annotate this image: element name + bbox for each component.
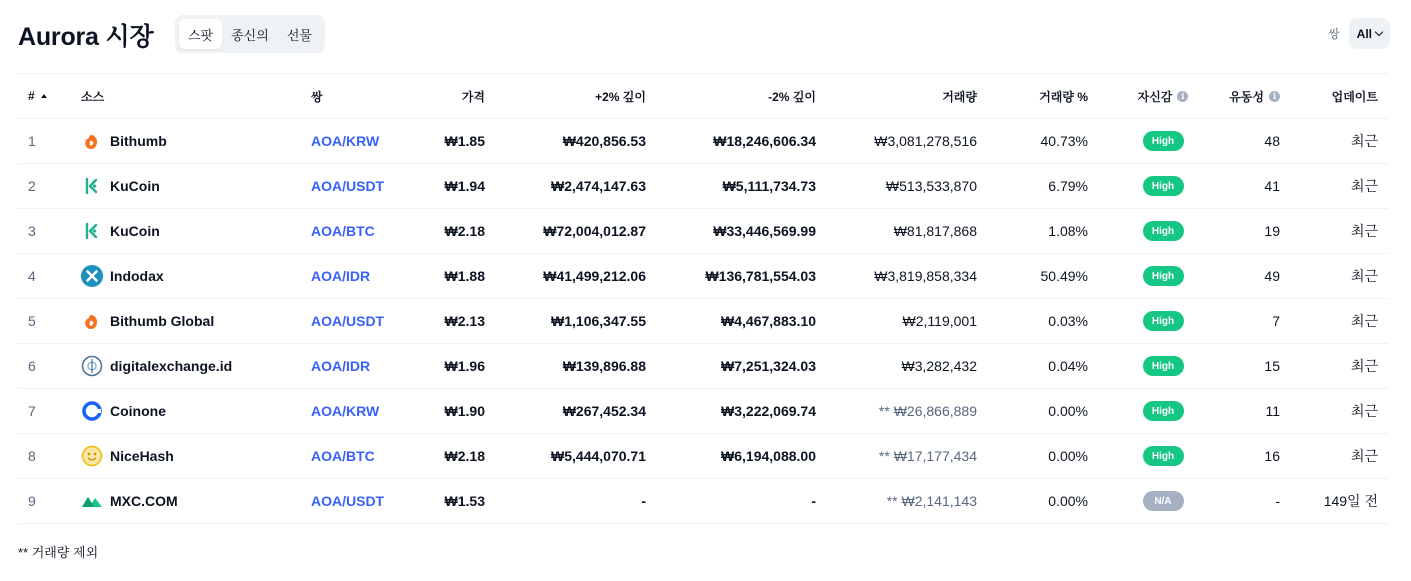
table-row: [18, 434, 1388, 479]
table-row: [18, 254, 1388, 299]
col-pair-header[interactable]: 쌍: [311, 89, 323, 104]
confidence-cell: [1117, 119, 1209, 163]
depth-minus-cell: ₩4,467,883.10: [721, 313, 816, 329]
info-icon[interactable]: i: [1177, 91, 1188, 102]
confidence-badge: High: [1143, 266, 1184, 286]
volume-pct-cell: 0.00%: [1048, 403, 1088, 419]
exchange-source[interactable]: [81, 389, 301, 433]
rank-cell: 3: [28, 223, 36, 239]
rank-cell: 9: [28, 493, 36, 509]
liquidity-cell: 15: [1264, 358, 1280, 374]
info-icon[interactable]: i: [1269, 91, 1280, 102]
col-liquidity-header[interactable]: 유동성 i: [1208, 74, 1280, 118]
pair-link[interactable]: AOA/BTC: [311, 448, 375, 464]
pair-link[interactable]: AOA/USDT: [311, 313, 385, 329]
exchange-name: MXC.COM: [110, 493, 178, 509]
confidence-cell: [1117, 164, 1209, 208]
volume-cell: ** ₩26,866,889: [878, 403, 977, 419]
pair-filter-value: All: [1356, 26, 1372, 41]
kucoin-logo-icon: [81, 220, 103, 242]
confidence-cell: [1117, 344, 1209, 388]
liquidity-cell: -: [1275, 493, 1280, 509]
price-cell: ₩2.18: [444, 223, 485, 239]
exchange-name: KuCoin: [110, 178, 160, 194]
updated-cell: 최근: [1350, 448, 1378, 464]
depth-plus-cell: ₩420,856.53: [562, 133, 646, 149]
confidence-cell: [1117, 299, 1209, 343]
price-cell: ₩2.13: [444, 313, 485, 329]
updated-cell: 149일 전: [1323, 493, 1378, 509]
table-row: [18, 119, 1388, 164]
updated-cell: 최근: [1350, 178, 1378, 194]
confidence-badge: High: [1143, 446, 1184, 466]
volume-cell: ** ₩2,141,143: [886, 493, 977, 509]
updated-cell: 최근: [1350, 268, 1378, 284]
liquidity-cell: 11: [1265, 403, 1280, 419]
tab-spot[interactable]: 스팟: [179, 19, 222, 49]
depth-minus-cell: ₩6,194,088.00: [721, 448, 816, 464]
sort-ascending-icon: [41, 94, 47, 98]
table-row: [18, 389, 1388, 434]
exchange-source[interactable]: [81, 164, 301, 208]
volume-pct-cell: 50.49%: [1040, 268, 1088, 284]
depth-plus-cell: ₩1,106,347.55: [551, 313, 646, 329]
market-type-tabs: [175, 15, 325, 53]
pair-link[interactable]: AOA/USDT: [311, 493, 385, 509]
page-title: Aurora 시장: [18, 23, 154, 51]
rank-cell: 7: [28, 403, 36, 419]
confidence-badge: High: [1143, 356, 1184, 376]
pair-link[interactable]: AOA/USDT: [311, 178, 385, 194]
rank-cell: 8: [28, 448, 36, 464]
col-source-header[interactable]: 소스: [81, 89, 105, 104]
liquidity-cell: 19: [1264, 223, 1280, 239]
kucoin-logo-icon: [81, 175, 103, 197]
exchange-source[interactable]: [81, 209, 301, 253]
pair-link[interactable]: AOA/IDR: [311, 358, 371, 374]
rank-cell: 4: [28, 268, 36, 284]
exchange-name: Indodax: [110, 268, 164, 284]
col-volume-pct-header[interactable]: 거래량 %: [1039, 89, 1088, 104]
rank-cell: 2: [28, 178, 36, 194]
volume-pct-cell: 0.03%: [1048, 313, 1088, 329]
exchange-name: KuCoin: [110, 223, 160, 239]
markets-table: [18, 73, 1388, 524]
liquidity-cell: 7: [1272, 313, 1280, 329]
depth-plus-cell: ₩267,452.34: [562, 403, 646, 419]
rank-cell: 1: [28, 133, 36, 149]
col-volume-header[interactable]: 거래량: [942, 89, 977, 104]
depth-plus-cell: ₩41,499,212.06: [543, 268, 646, 284]
chevron-down-icon: [1375, 28, 1383, 36]
price-cell: ₩2.18: [444, 448, 485, 464]
pair-link[interactable]: AOA/BTC: [311, 223, 375, 239]
updated-cell: 최근: [1350, 403, 1378, 419]
pair-filter-label: 쌍: [1328, 27, 1340, 41]
updated-cell: 최근: [1350, 313, 1378, 329]
liquidity-cell: 41: [1264, 178, 1280, 194]
price-cell: ₩1.53: [444, 493, 485, 509]
volume-pct-cell: 40.73%: [1040, 133, 1088, 149]
volume-pct-cell: 0.00%: [1048, 493, 1088, 509]
confidence-cell: [1117, 434, 1209, 478]
volume-pct-cell: 0.00%: [1048, 448, 1088, 464]
pair-link[interactable]: AOA/KRW: [311, 133, 380, 149]
col-updated-header[interactable]: 업데이트: [1331, 89, 1378, 104]
depth-minus-cell: ₩5,111,734.73: [722, 178, 816, 194]
volume-cell: ** ₩17,177,434: [878, 448, 977, 464]
indodax-logo-icon: [81, 265, 103, 287]
price-cell: ₩1.94: [444, 178, 485, 194]
col-depth-minus-header[interactable]: -2% 깊이: [768, 89, 816, 104]
table-row: [18, 209, 1388, 254]
pair-filter-dropdown[interactable]: [1349, 18, 1390, 49]
exchange-name: Coinone: [110, 403, 166, 419]
volume-cell: ₩3,819,858,334: [874, 268, 977, 284]
bithumb-logo-icon: [81, 310, 103, 332]
price-cell: ₩1.96: [444, 358, 485, 374]
price-cell: ₩1.90: [444, 403, 485, 419]
price-cell: ₩1.88: [444, 268, 485, 284]
liquidity-cell: 16: [1264, 448, 1280, 464]
depth-minus-cell: ₩3,222,069.74: [721, 403, 816, 419]
volume-cell: ₩513,533,870: [885, 178, 977, 194]
volume-excluded-footnote: ** 거래량 제외: [18, 545, 99, 560]
exchange-name: Bithumb: [110, 133, 167, 149]
table-header-row: [18, 74, 1388, 119]
coinone-logo-icon: [81, 400, 103, 422]
confidence-badge: High: [1143, 221, 1184, 241]
confidence-badge: High: [1143, 176, 1184, 196]
depth-minus-cell: ₩7,251,324.03: [721, 358, 816, 374]
col-rank-header[interactable]: #: [28, 74, 68, 118]
depth-minus-cell: ₩18,246,606.34: [713, 133, 816, 149]
depth-plus-cell: ₩2,474,147.63: [551, 178, 646, 194]
mxc-logo-icon: [81, 490, 103, 512]
pair-link[interactable]: AOA/KRW: [311, 403, 380, 419]
volume-pct-cell: 6.79%: [1048, 178, 1088, 194]
confidence-badge: High: [1143, 401, 1184, 421]
liquidity-cell: 48: [1264, 133, 1280, 149]
bithumb-logo-icon: [81, 130, 103, 152]
exchange-name: NiceHash: [110, 448, 174, 464]
col-depth-plus-header[interactable]: +2% 깊이: [595, 89, 646, 104]
confidence-cell: [1117, 254, 1209, 298]
table-row: [18, 299, 1388, 344]
volume-cell: ₩3,081,278,516: [874, 133, 977, 149]
tab-perpetual[interactable]: 종신의: [231, 27, 269, 43]
confidence-cell: [1117, 479, 1209, 523]
volume-pct-cell: 0.04%: [1048, 358, 1088, 374]
volume-cell: ₩81,817,868: [893, 223, 977, 239]
page-header: [18, 14, 1390, 54]
confidence-badge: High: [1143, 131, 1184, 151]
exchange-name: Bithumb Global: [110, 313, 215, 329]
pair-filter: [1328, 18, 1390, 49]
liquidity-cell: 49: [1264, 268, 1280, 284]
nicehash-logo-icon: [81, 445, 103, 467]
volume-pct-cell: 1.08%: [1048, 223, 1088, 239]
exchange-source[interactable]: [81, 254, 301, 298]
table-row: [18, 479, 1388, 524]
depth-minus-cell: ₩33,446,569.99: [713, 223, 816, 239]
digitalexchange-logo-icon: [81, 355, 103, 377]
updated-cell: 최근: [1350, 133, 1378, 149]
col-price-header[interactable]: 가격: [461, 89, 485, 104]
exchange-source[interactable]: [81, 119, 301, 163]
exchange-source[interactable]: [81, 479, 301, 523]
rank-cell: 5: [28, 313, 36, 329]
updated-cell: 최근: [1350, 358, 1378, 374]
depth-minus-cell: -: [811, 493, 816, 509]
volume-cell: ₩2,119,001: [902, 313, 977, 329]
price-cell: ₩1.85: [444, 133, 485, 149]
table-row: [18, 344, 1388, 389]
pair-link[interactable]: AOA/IDR: [311, 268, 371, 284]
confidence-badge: N/A: [1143, 491, 1184, 511]
tab-futures[interactable]: 선물: [286, 27, 312, 43]
volume-cell: ₩3,282,432: [901, 358, 977, 374]
exchange-source[interactable]: [81, 299, 301, 343]
rank-cell: 6: [28, 358, 36, 374]
exchange-source[interactable]: [81, 434, 301, 478]
depth-minus-cell: ₩136,781,554.03: [705, 268, 816, 284]
confidence-badge: High: [1143, 311, 1184, 331]
col-confidence-header[interactable]: 자신감 i: [1117, 74, 1209, 118]
depth-plus-cell: ₩72,004,012.87: [543, 223, 646, 239]
table-row: [18, 164, 1388, 209]
exchange-name: digitalexchange.id: [110, 358, 233, 374]
depth-plus-cell: -: [641, 493, 646, 509]
depth-plus-cell: ₩5,444,070.71: [551, 448, 646, 464]
depth-plus-cell: ₩139,896.88: [562, 358, 646, 374]
exchange-source[interactable]: [81, 344, 301, 388]
confidence-cell: [1117, 209, 1209, 253]
confidence-cell: [1117, 389, 1209, 433]
updated-cell: 최근: [1350, 223, 1378, 239]
